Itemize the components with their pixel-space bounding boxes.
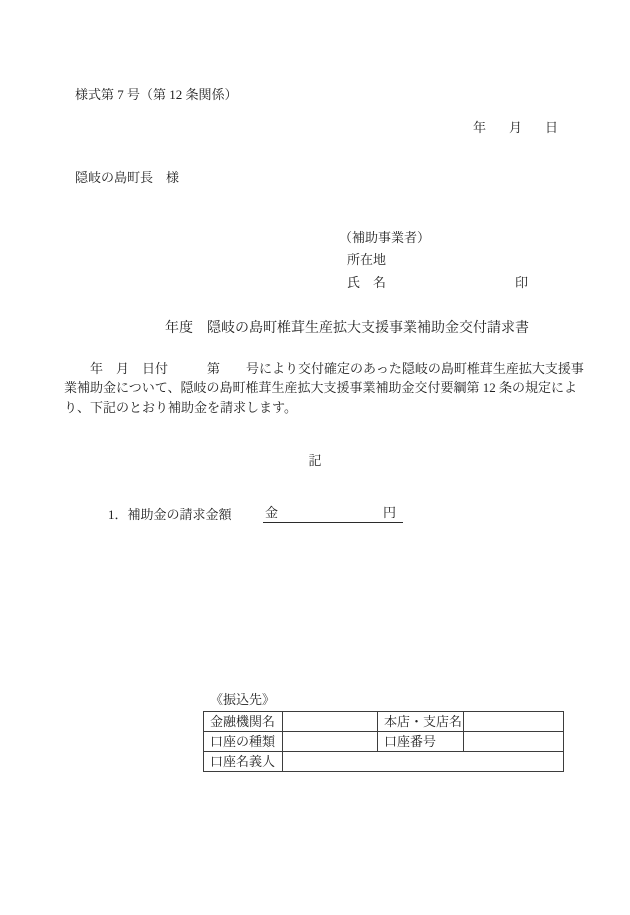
table-row	[204, 712, 564, 732]
body-line-2: 業補助金について、隠岐の島町椎茸生産拡大支援事業補助金交付要綱第 12 条の規定によ	[64, 380, 577, 396]
table-row	[204, 752, 564, 772]
applicant-block-label: （補助事業者）	[339, 230, 431, 245]
amount-item-label: 1．補助金の請求金額	[108, 507, 232, 522]
applicant-name-label: 氏 名	[347, 275, 387, 290]
transfer-table-wrapper	[203, 711, 564, 772]
applicant-address-label: 所在地	[347, 252, 387, 267]
currency-prefix-label: 金	[265, 505, 279, 520]
account-type-label: 口座の種類	[204, 732, 283, 752]
date-day-label: 日	[544, 120, 558, 135]
account-number-label: 口座番号	[378, 732, 464, 752]
account-type-cell	[283, 732, 378, 752]
bank-transfer-table	[203, 711, 564, 772]
amount-fill-in-field	[263, 505, 403, 523]
branch-name-label: 本店・支店名	[378, 712, 464, 732]
body-line-3: り、下記のとおり補助金を請求します。	[64, 399, 297, 415]
seal-label: 印	[514, 275, 528, 290]
addressee-line: 隠岐の島町長 様	[75, 170, 180, 185]
page-title: 年度 隠岐の島町椎茸生産拡大支援事業補助金交付請求書	[165, 321, 529, 336]
transfer-section-heading: 《振込先》	[210, 692, 276, 707]
account-holder-cell	[283, 752, 564, 772]
bank-name-label: 金融機関名	[204, 712, 283, 732]
body-line-1: 年 月 日付 第 号により交付確定のあった隠岐の島町椎茸生産拡大支援事	[64, 361, 584, 376]
date-year-label: 年	[473, 120, 487, 135]
ki-marker: 記	[308, 453, 322, 468]
date-month-label: 月	[508, 120, 522, 135]
branch-name-cell	[464, 712, 564, 732]
account-holder-label: 口座名義人	[204, 752, 283, 772]
table-row	[204, 732, 564, 752]
date-line	[473, 120, 558, 136]
currency-suffix-label: 円	[382, 505, 396, 520]
body-paragraph	[64, 359, 584, 417]
account-number-cell	[464, 732, 564, 752]
form-number: 様式第 7 号（第 12 条関係）	[75, 87, 238, 102]
applicant-name-row	[347, 275, 528, 291]
bank-name-cell	[283, 712, 378, 732]
